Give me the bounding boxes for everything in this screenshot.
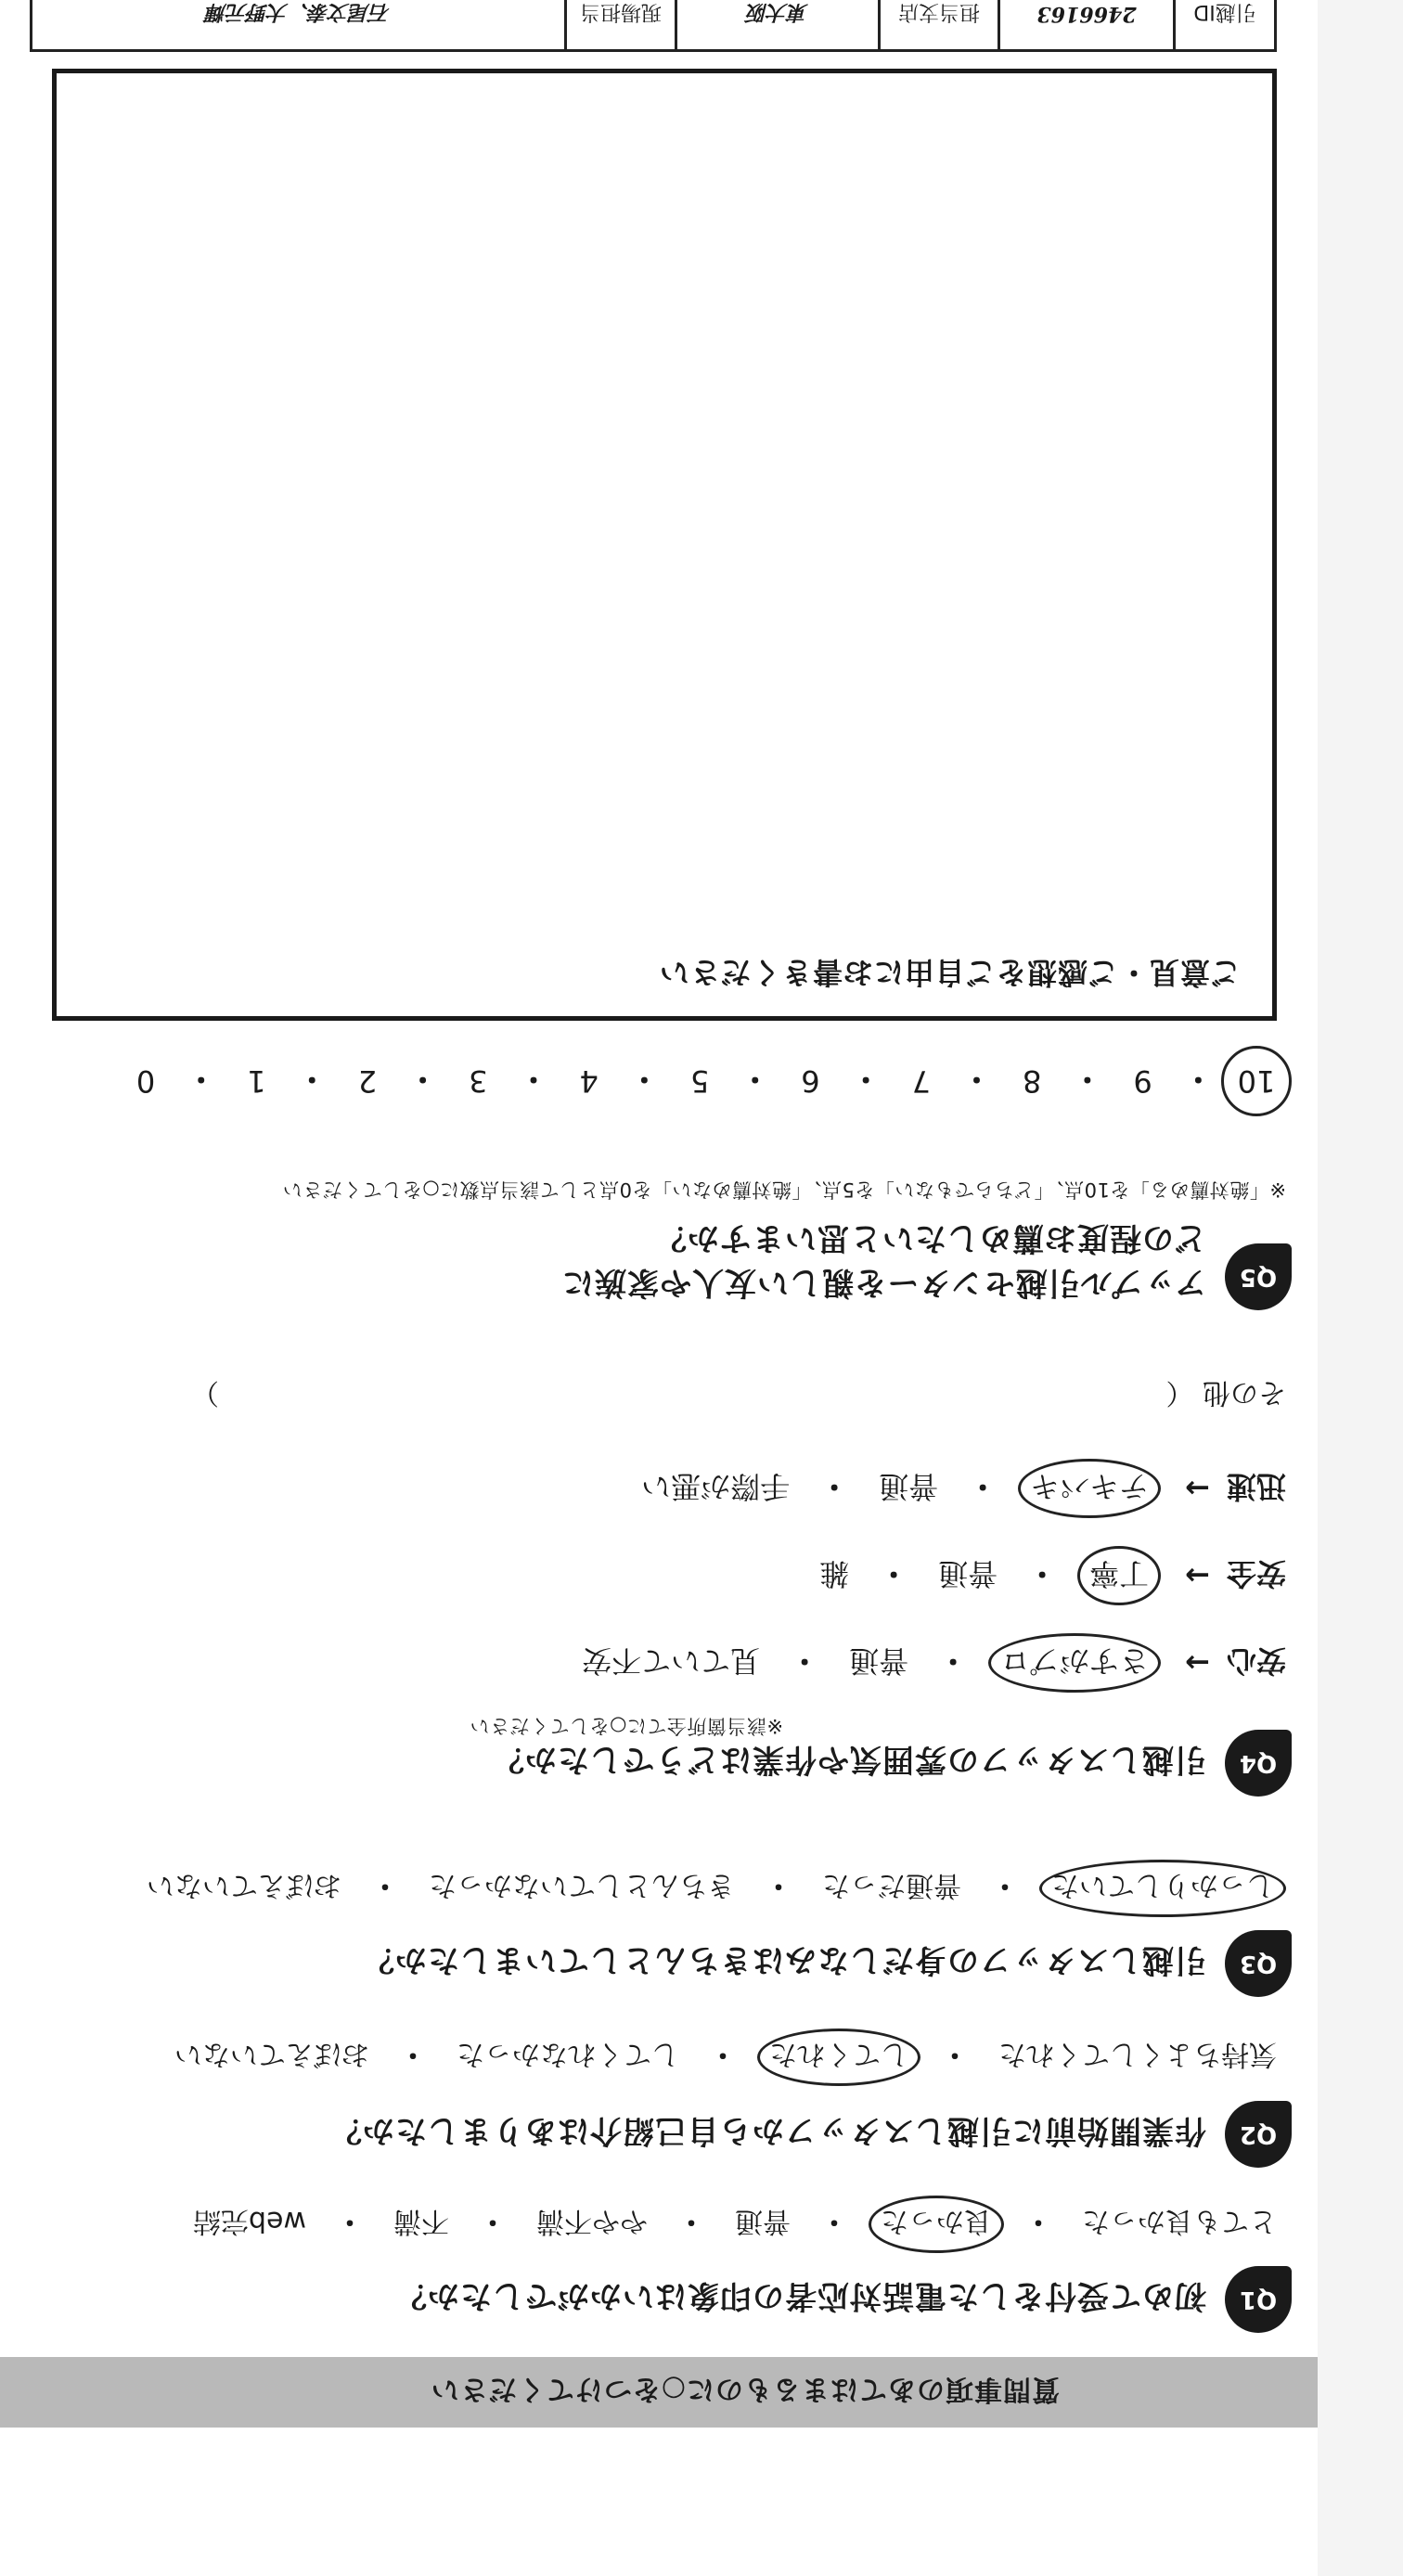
comments-body[interactable] xyxy=(88,105,1241,933)
q2-option[interactable]: してくれなかった xyxy=(457,2038,679,2070)
q2-question: 作業開始前に引越しスタッフから自己紹介はありましたか？ xyxy=(329,2112,1206,2149)
separator: ・ xyxy=(938,1643,969,1679)
scale-value[interactable]: 3 xyxy=(469,1063,488,1099)
q3-option-selected[interactable]: しっかりしていた xyxy=(1039,1860,1286,1917)
q4-option-selected[interactable]: さすがプロ xyxy=(988,1633,1161,1693)
separator: ・ xyxy=(629,1062,660,1097)
separator: ・ xyxy=(968,1469,998,1504)
scale-value[interactable]: 6 xyxy=(801,1063,820,1099)
q1-option-selected[interactable]: 良かった xyxy=(869,2196,1004,2253)
separator: ・ xyxy=(1072,1062,1102,1097)
q4-option[interactable]: 見ていて不安 xyxy=(582,1643,761,1679)
q2-option[interactable]: 気持ちよくしてくれた xyxy=(998,2038,1277,2070)
arrow-icon: → xyxy=(1185,1645,1210,1681)
separator: ・ xyxy=(479,2205,507,2237)
separator: ・ xyxy=(677,2205,705,2237)
separator: ・ xyxy=(371,1869,399,1901)
q5-scale xyxy=(113,1039,1292,1123)
scale-value[interactable]: 8 xyxy=(1023,1063,1042,1099)
q4-other-label xyxy=(1165,1375,1286,1416)
q1-option[interactable]: 不満 xyxy=(393,2205,449,2237)
q2-option[interactable]: おぼえていない xyxy=(174,2038,369,2070)
separator: ・ xyxy=(820,2205,848,2237)
q4-row-anzen xyxy=(810,1546,1286,1605)
q4-note: ※該当箇所全てに○をしてください xyxy=(470,1715,783,1737)
q4-option[interactable]: 普通 xyxy=(938,1556,998,1591)
separator: ・ xyxy=(790,1643,820,1679)
q4-other-row xyxy=(191,1375,1286,1416)
q4-option[interactable]: 普通 xyxy=(849,1643,909,1679)
q2-answers xyxy=(165,2029,1286,2086)
separator: ・ xyxy=(1183,1062,1214,1097)
meta-table xyxy=(30,0,1277,52)
leader-label: 現場担当 xyxy=(566,0,676,51)
separator: ・ xyxy=(1024,2205,1052,2237)
separator: ・ xyxy=(1027,1556,1058,1591)
separator: ・ xyxy=(297,1062,328,1097)
arrow-icon: → xyxy=(1185,1558,1210,1593)
q3-option[interactable]: おぼえていない xyxy=(147,1869,341,1901)
arrow-icon: → xyxy=(1185,1471,1210,1506)
q4-badge: Q4 xyxy=(1225,1730,1292,1797)
separator: ・ xyxy=(961,1062,992,1097)
q4-option[interactable]: 雑 xyxy=(819,1556,850,1591)
separator: ・ xyxy=(879,1556,909,1591)
paren-open: （ xyxy=(1165,1376,1194,1409)
scale-value[interactable]: 4 xyxy=(579,1063,599,1099)
separator: ・ xyxy=(941,2038,969,2070)
scale-value-selected[interactable]: 10 xyxy=(1221,1046,1292,1116)
instructions-text: 質問事項のあてはまるものに○をつけてください xyxy=(430,2373,1060,2405)
q5-question-line1: アップル引越センターを親しい友人や家族に xyxy=(561,1264,1206,1301)
scale-value[interactable]: 5 xyxy=(689,1063,710,1099)
q3-question: 引越しスタッフの身だしなみはきちんとしていましたか？ xyxy=(362,1941,1206,1978)
q4-option[interactable]: 手際が悪い xyxy=(641,1469,791,1504)
q1-question: 初めて受付をした電話対応者の印象はいかがでしたか？ xyxy=(394,2277,1206,2314)
q4-row-anshin xyxy=(573,1633,1286,1693)
q3-option[interactable]: きちんとしていなかった xyxy=(429,1869,735,1901)
scale-value[interactable]: 2 xyxy=(357,1063,378,1099)
q4-option-selected[interactable]: テキパキ xyxy=(1018,1459,1161,1518)
q3-answers xyxy=(137,1860,1286,1917)
scale-value[interactable]: 7 xyxy=(911,1063,932,1099)
q1-badge: Q1 xyxy=(1225,2266,1292,2333)
other-label: その他 xyxy=(1203,1376,1286,1409)
id-label: 引越ID xyxy=(1175,0,1276,51)
scale-value[interactable]: 1 xyxy=(247,1063,266,1099)
q1-answers xyxy=(184,2196,1286,2253)
comments-box[interactable] xyxy=(52,69,1277,1021)
q1-option[interactable]: やや不満 xyxy=(536,2205,648,2237)
page-edge xyxy=(1318,0,1403,2576)
q2-badge: Q2 xyxy=(1225,2101,1292,2168)
separator: ・ xyxy=(336,2205,364,2237)
separator: ・ xyxy=(186,1062,216,1097)
q4-row-label: 安全 xyxy=(1226,1556,1286,1591)
q3-option[interactable]: 普通だった xyxy=(822,1869,961,1901)
q1-option[interactable]: web完結 xyxy=(192,2205,306,2237)
scale-value[interactable]: 0 xyxy=(135,1063,156,1099)
q2-option-selected[interactable]: してくれた xyxy=(757,2029,920,2086)
separator: ・ xyxy=(399,2038,427,2070)
paren-close: ） xyxy=(191,1376,219,1409)
separator: ・ xyxy=(991,1869,1019,1901)
separator: ・ xyxy=(819,1469,850,1504)
q3-badge: Q3 xyxy=(1225,1930,1292,1997)
scale-value[interactable]: 9 xyxy=(1133,1063,1152,1099)
comments-title: ご意見・ご感想をご自由にお書きください xyxy=(658,955,1241,990)
instructions-bar xyxy=(0,2357,1318,2428)
q4-option[interactable]: 普通 xyxy=(879,1469,939,1504)
q5-note: ※「絶対薦める」を10点、「どちらでもない」を5点、「絶対薦めない」を0点として該当点数に○をしてください xyxy=(282,1179,1286,1201)
q5-badge: Q5 xyxy=(1225,1243,1292,1310)
q1-option[interactable]: 普通 xyxy=(735,2205,791,2237)
id-value: 2466163 xyxy=(999,0,1175,51)
separator: ・ xyxy=(407,1062,438,1097)
branch-label: 担当支店 xyxy=(880,0,999,51)
q4-row-label: 迅速 xyxy=(1226,1469,1286,1504)
separator: ・ xyxy=(518,1062,548,1097)
leader-value: 石尾文泰、大野元輝 xyxy=(32,0,566,51)
q5-question-line2: どの程度お薦めしたいと思いますか？ xyxy=(654,1219,1206,1256)
separator: ・ xyxy=(709,2038,737,2070)
separator: ・ xyxy=(740,1062,770,1097)
q4-question: 引越しスタッフの雰囲気や作業はどうでしたか？ xyxy=(492,1741,1206,1778)
q4-option-selected[interactable]: 丁寧 xyxy=(1077,1546,1161,1605)
q4-row-label: 安心 xyxy=(1226,1643,1286,1679)
q1-option[interactable]: とても良かった xyxy=(1082,2205,1277,2237)
q4-row-jinsoku xyxy=(632,1459,1286,1518)
separator: ・ xyxy=(851,1062,882,1097)
separator: ・ xyxy=(765,1869,792,1901)
branch-value: 東大阪 xyxy=(676,0,880,51)
